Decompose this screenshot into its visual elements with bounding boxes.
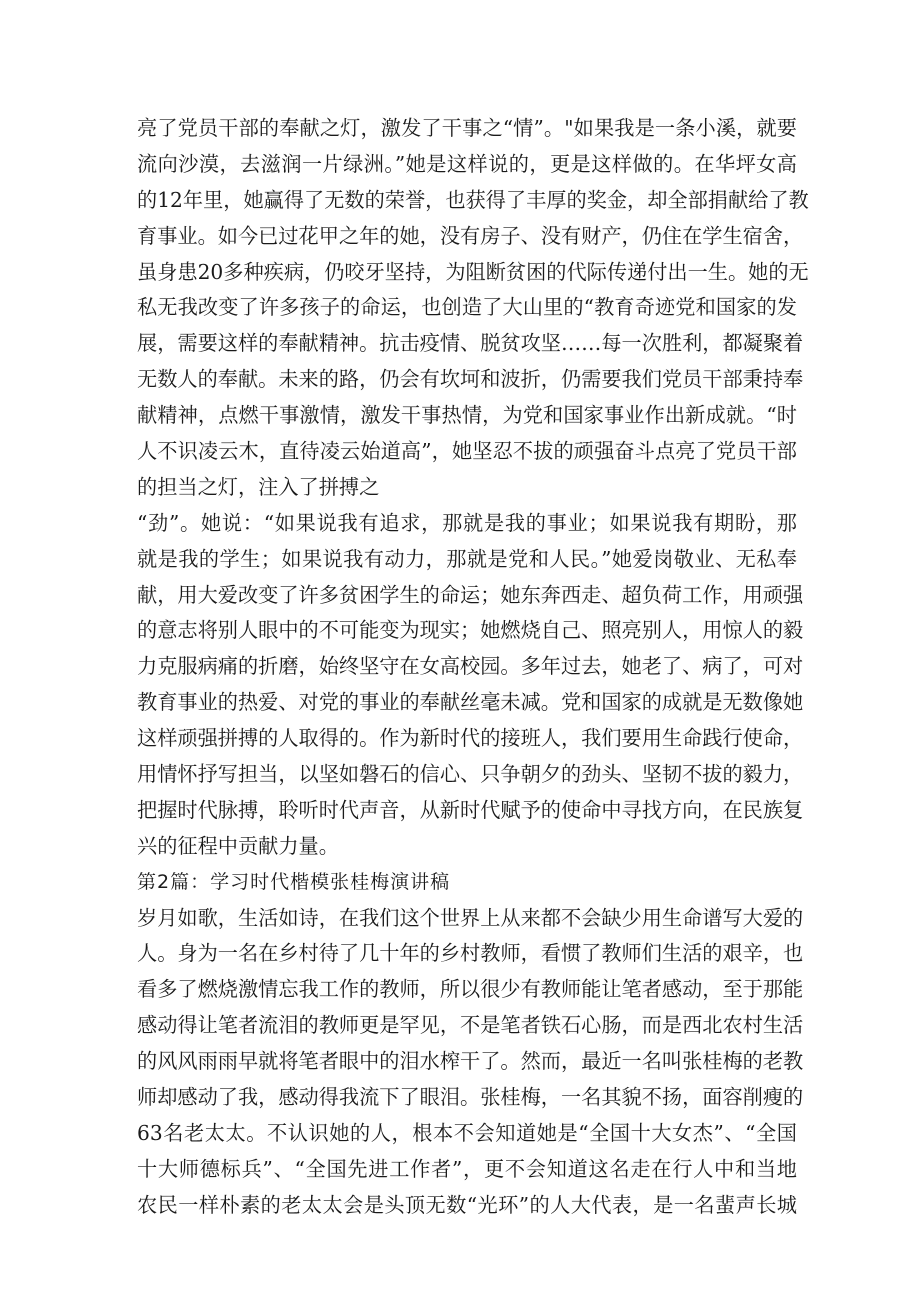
text-line: 教育事业的热爱、对党的事业的奉献丝毫未减。党和国家的成就是无数像她	[137, 690, 804, 715]
text-line: 人。身为一名在乡村待了几十年的乡村教师，看惯了教师们生活的艰辛，也	[137, 941, 804, 966]
text-line: 看多了燃烧激情忘我工作的教师，所以很少有教师能让笔者感动，至于那能	[137, 977, 804, 1002]
text-line: 把握时代脉搏，聆听时代声音，从新时代赋予的使命中寻找方向，在民族复	[137, 797, 804, 822]
paragraph-3	[137, 901, 804, 1224]
text-line: 岁月如歌，生活如诗，在我们这个世界上从来都不会缺少用生命谱写大爱的	[137, 905, 804, 930]
text-line: 63名老太太。不认识她的人，根本不会知道她是“全国十大女杰”、“全国	[137, 1120, 797, 1145]
text-line: 用情怀抒写担当，以坚如磐石的信心、只争朝夕的劲头、坚韧不拔的毅力，	[137, 762, 804, 787]
text-line: 感动得让笔者流泪的教师更是罕见，不是笔者铁石心肠，而是西北农村生活	[137, 1013, 804, 1038]
text-line: 献精神，点燃干事激情，激发干事热情，为党和国家事业作出新成就。“时	[137, 403, 797, 428]
text-line: 育事业。如今已过花甲之年的她，没有房子、没有财产，仍住在学生宿舍，	[137, 223, 804, 248]
text-line: 的12年里，她赢得了无数的荣誉，也获得了丰厚的奖金，却全部捐献给了教	[137, 187, 809, 212]
text-line: “劲”。她说：“如果说我有追求，那就是我的事业；如果说我有期盼，那	[137, 510, 797, 535]
text-line: 私无我改变了许多孩子的命运，也创造了大山里的“教育奇迹党和国家的发	[137, 295, 797, 320]
text-line: 力克服病痛的折磨，始终坚守在女高校园。多年过去，她老了、病了，可对	[137, 654, 804, 679]
text-line: 农民一样朴素的老太太会是头顶无数“光环”的人大代表，是一名蜚声长城	[137, 1192, 797, 1217]
text-line: 兴的征程中贡献力量。	[137, 833, 339, 858]
text-line: 流向沙漠，去滋润一片绿洲。”她是这样说的，更是这样做的。在华坪女高	[137, 151, 797, 176]
text-line: 的意志将别人眼中的不可能变为现实；她燃烧自己、照亮别人，用惊人的毅	[137, 618, 804, 643]
text-line: 虽身患20多种疾病，仍咬牙坚持，为阻断贫困的代际传递付出一生。她的无	[137, 259, 809, 284]
text-line: 献，用大爱改变了许多贫困学生的命运；她东奔西走、超负荷工作，用顽强	[137, 582, 804, 607]
text-line: 十大师德标兵”、“全国先进工作者”，更不会知道这名走在行人中和当地	[137, 1156, 797, 1181]
section-heading: 第2篇：学习时代楷模张桂梅演讲稿	[137, 870, 451, 893]
text-line: 亮了党员干部的奉献之灯，激发了干事之“情”。"如果我是一条小溪，就要	[137, 116, 797, 140]
text-line: 的担当之灯，注入了拼搏之	[137, 474, 380, 499]
text-line: 师却感动了我，感动得我流下了眼泪。张桂梅，一名其貌不扬，面容削瘦的	[137, 1085, 804, 1110]
document-body	[137, 111, 809, 1224]
text-line: 这样顽强拼搏的人取得的。作为新时代的接班人，我们要用生命践行使命，	[137, 726, 804, 751]
text-line: 人不识凌云木，直待凌云始道高”，她坚忍不拔的顽强奋斗点亮了党员干部	[137, 439, 797, 464]
paragraph-2	[137, 506, 804, 865]
paragraph-1	[137, 111, 809, 506]
text-line: 无数人的奉献。未来的路，仍会有坎坷和波折，仍需要我们党员干部秉持奉	[137, 367, 804, 392]
text-line: 展，需要这样的奉献精神。抗击疫情、脱贫攻坚……每一次胜利，都凝聚着	[137, 331, 804, 356]
text-line: 就是我的学生；如果说我有动力，那就是党和人民。”她爱岗敬业、无私奉	[137, 546, 797, 571]
text-line: 的风风雨雨早就将笔者眼中的泪水榨干了。然而，最近一名叫张桂梅的老教	[137, 1049, 804, 1074]
